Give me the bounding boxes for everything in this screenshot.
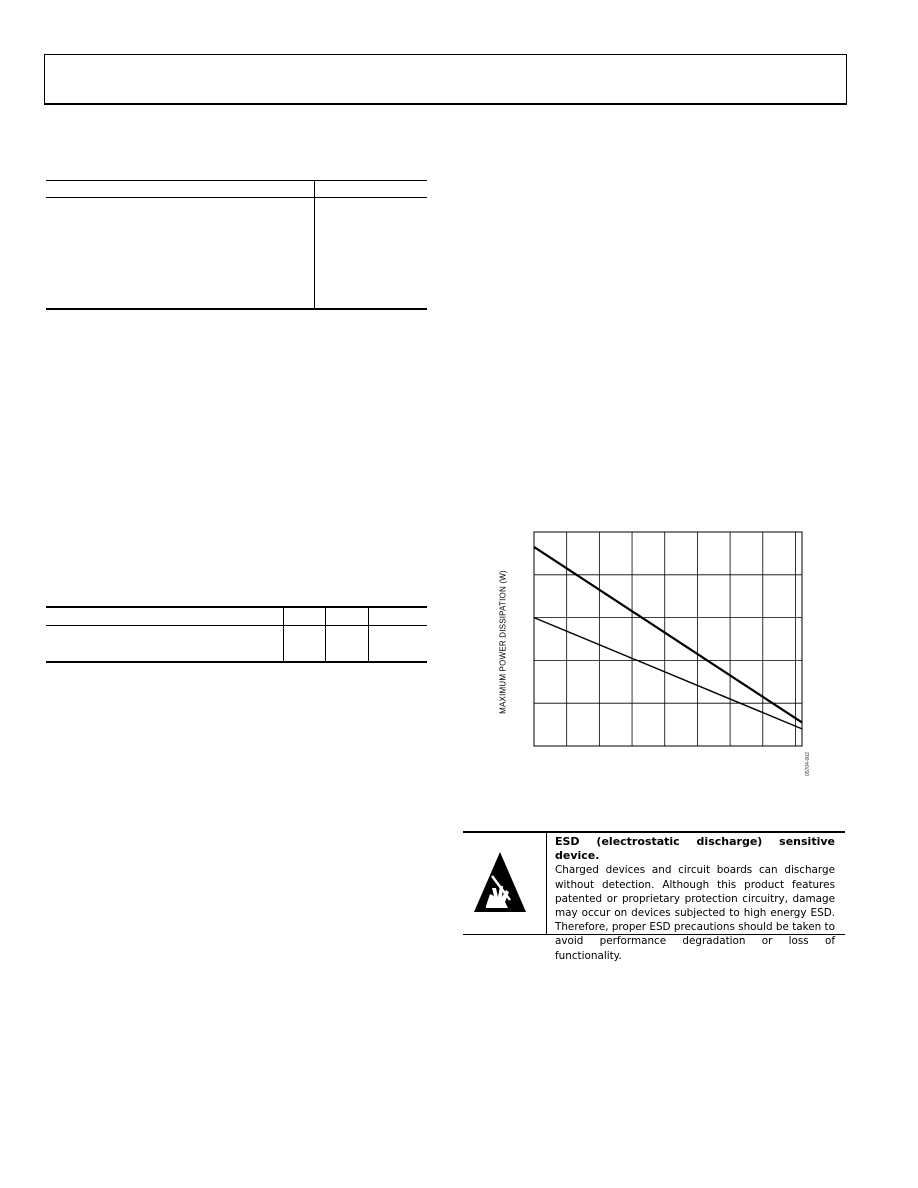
esd-line: Charged devices and circuit boards can discharge [555, 864, 835, 877]
chart-plot [490, 520, 820, 790]
esd-line: without detection. Although this product features [555, 878, 835, 891]
table-column-divider [283, 606, 284, 661]
figure-code: 05704-002 [805, 752, 811, 776]
table-top-rule [46, 606, 427, 608]
esd-top-rule [463, 831, 845, 833]
chart-series [534, 547, 802, 729]
esd-description [555, 835, 835, 963]
esd-title: ESD (electrostatic discharge) sensitive device. [555, 835, 835, 863]
table-column-divider [314, 180, 315, 308]
chart-grid [534, 532, 802, 746]
esd-line: Therefore, proper ESD precautions should be taken to [555, 921, 835, 934]
table-column-divider [368, 606, 369, 661]
table-top-rule [46, 180, 427, 181]
esd-line: may occur on devices subjected to high energy ESD. [555, 907, 835, 920]
page-header-box [44, 54, 847, 105]
esd-line: avoid performance degradation or loss of functionality. [555, 935, 835, 962]
table-header-rule [46, 197, 427, 198]
table-column-divider [325, 606, 326, 661]
esd-warning-icon [472, 850, 528, 914]
plot-frame [534, 532, 802, 746]
esd-line: patented or proprietary protection circuitry, damage [555, 892, 835, 905]
y-axis-label: MAXIMUM POWER DISSIPATION (W) [498, 570, 508, 714]
table-bottom-rule [46, 661, 427, 663]
esd-divider [546, 831, 547, 934]
table-bottom-rule [46, 308, 427, 310]
table-header-rule [46, 625, 427, 626]
